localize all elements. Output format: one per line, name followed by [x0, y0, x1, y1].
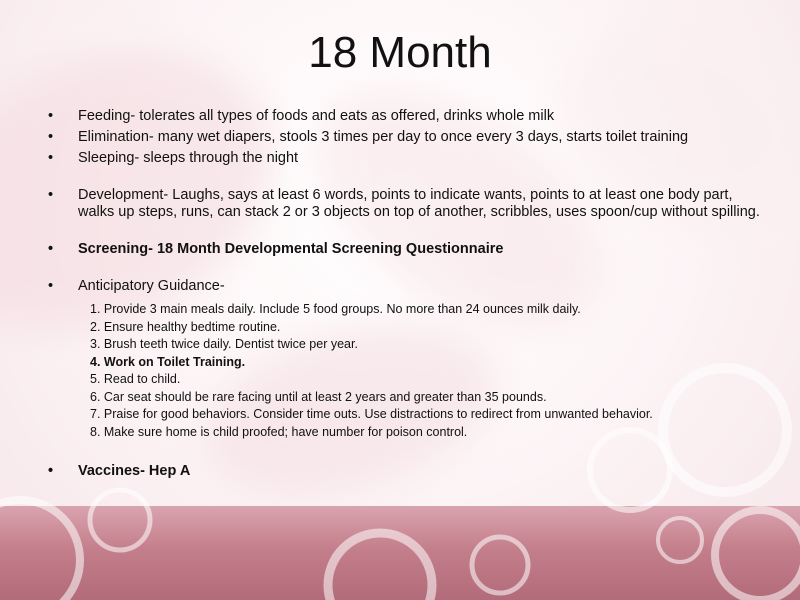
guidance-item: 4. Work on Toilet Training.	[90, 354, 246, 369]
slide-content	[48, 108, 763, 484]
bullet-sleeping: • Sleeping- sleeps through the night	[48, 150, 763, 167]
guidance-item: 7. Praise for good behaviors. Consider time outs. Use distractions to redirect from unwanted behavior.	[90, 407, 653, 421]
bullet-feeding: • Feeding- tolerates all types of foods and eats as offered, drinks whole milk	[48, 108, 763, 125]
bullet-vaccines: • Vaccines- Hep A	[48, 463, 763, 480]
bullet-elimination: • Elimination- many wet diapers, stools 3 times per day to once every 3 days, starts toilet training	[48, 129, 763, 146]
bullet-screening: • Screening- 18 Month Developmental Screening Questionnaire	[48, 241, 763, 258]
guidance-item: 8. Make sure home is child proofed; have number for poison control.	[90, 424, 468, 439]
guidance-item: 1. Provide 3 main meals daily. Include 5 food groups. No more than 24 ounces milk daily.	[90, 302, 581, 316]
guidance-item: 5. Read to child.	[90, 372, 181, 386]
guidance-item: 6. Car seat should be rare facing until at least 2 years and greater than 35 pounds.	[90, 389, 547, 404]
guidance-item: 3. Brush teeth twice daily. Dentist twice per year.	[90, 337, 358, 351]
guidance-item: 2. Ensure healthy bedtime routine.	[90, 319, 281, 334]
slide-title: 18 Month	[308, 28, 492, 77]
bullet-anticipatory-guidance: • Anticipatory Guidance-	[48, 278, 763, 295]
bullet-development: • Development- Laughs, says at least 6 words, points to indicate wants, points to at least one body part, walks up steps, runs, can stack 2 or 3 objects on top of another, scribbles, uses spoon/cup without spilling.	[48, 187, 763, 221]
guidance-list	[90, 301, 763, 441]
